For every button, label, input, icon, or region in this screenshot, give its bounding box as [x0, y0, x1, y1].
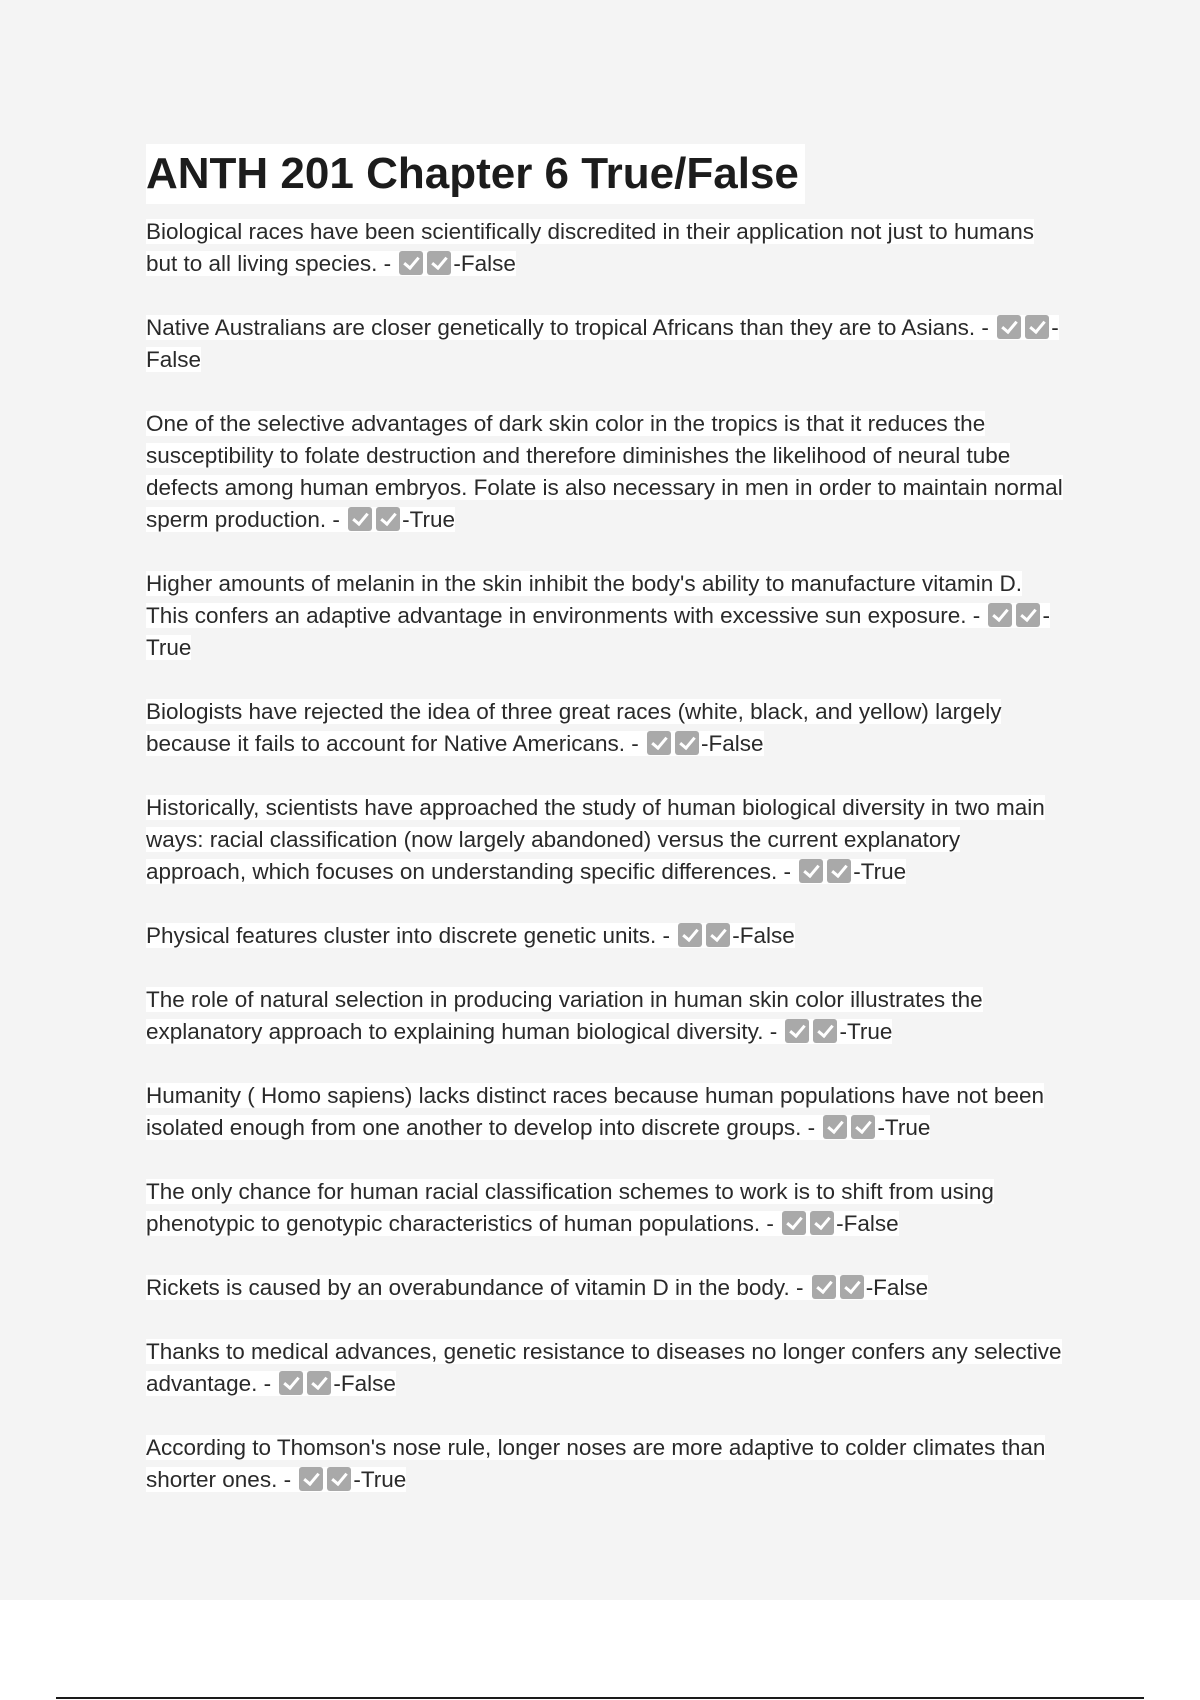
answer-text: -True — [877, 1115, 931, 1140]
check-mark-icon — [327, 1467, 351, 1491]
question-item — [146, 1272, 1066, 1304]
check-mark-icon — [997, 315, 1021, 339]
question-text: The role of natural selection in producing variation in human skin color illustrates the explanatory approach to explaining human biological diversity. - — [146, 987, 983, 1044]
check-mark-icon — [299, 1467, 323, 1491]
check-mark-icon — [799, 859, 823, 883]
check-mark-icon — [279, 1371, 303, 1395]
answer-text: -False — [700, 731, 764, 756]
check-mark-icon — [851, 1115, 875, 1139]
question-item — [146, 792, 1066, 888]
question-text: Rickets is caused by an overabundance of vitamin D in the body. - — [146, 1275, 810, 1300]
question-item — [146, 312, 1066, 376]
answer-text: -False — [333, 1371, 396, 1396]
answer-text: -False — [732, 923, 795, 948]
question-text: The only chance for human racial classification schemes to work is to shift from using phenotypic to genotypic characteristics of human populations. - — [146, 1179, 994, 1236]
question-item — [146, 696, 1066, 760]
answer-text: -True — [402, 507, 456, 532]
question-text: Humanity ( Homo sapiens) lacks distinct races because human populations have not been isolated enough from one another to develop into discrete groups. - — [146, 1083, 1044, 1140]
check-mark-icon — [1025, 315, 1049, 339]
answer-text: -True — [853, 859, 907, 884]
check-mark-icon — [706, 923, 730, 947]
answer-text: -True — [146, 603, 1050, 660]
check-mark-icon — [376, 507, 400, 531]
question-text: Historically, scientists have approached the study of human biological diversity in two main ways: racial classification (now largely abandoned) versus the current explanatory approach, which focuses on understanding specific differences. - — [146, 795, 1045, 884]
check-mark-icon — [647, 731, 671, 755]
check-mark-icon — [813, 1019, 837, 1043]
answer-text: -False — [146, 315, 1059, 372]
question-text: Physical features cluster into discrete genetic units. - — [146, 923, 677, 948]
question-text: One of the selective advantages of dark skin color in the tropics is that it reduces the susceptibility to folate destruction and therefore diminishes the likelihood of neural tube defects among human embryos. Folate is also necessary in men in order to maintain normal sperm production. - — [146, 411, 1063, 532]
check-mark-icon — [827, 859, 851, 883]
question-list — [146, 216, 1066, 1496]
answer-text: -False — [453, 251, 516, 276]
document-content — [146, 144, 1066, 1528]
check-mark-icon — [812, 1275, 836, 1299]
check-mark-icon — [399, 251, 423, 275]
answer-text: -False — [865, 1275, 929, 1300]
question-item — [146, 1336, 1066, 1400]
answer-text: -True — [353, 1467, 407, 1492]
question-item — [146, 920, 1066, 952]
check-mark-icon — [307, 1371, 331, 1395]
check-mark-icon — [427, 251, 451, 275]
question-item — [146, 1080, 1066, 1144]
question-item — [146, 1432, 1066, 1496]
question-text: Higher amounts of melanin in the skin inhibit the body's ability to manufacture vitamin D. This confers an adaptive advantage in environments with excessive sun exposure. - — [146, 571, 1022, 628]
question-text: Native Australians are closer genetically to tropical Africans than they are to Asians. - — [146, 315, 996, 340]
question-text: Biological races have been scientifically discredited in their application not just to humans but to all living species. - — [146, 219, 1034, 276]
check-mark-icon — [782, 1211, 806, 1235]
check-mark-icon — [675, 731, 699, 755]
answer-text: -False — [836, 1211, 899, 1236]
bottom-divider — [56, 1697, 1144, 1699]
check-mark-icon — [348, 507, 372, 531]
question-item — [146, 1176, 1066, 1240]
check-mark-icon — [840, 1275, 864, 1299]
question-text: Biologists have rejected the idea of three great races (white, black, and yellow) largely because it fails to account for Native Americans. - — [146, 699, 1002, 756]
check-mark-icon — [823, 1115, 847, 1139]
check-mark-icon — [678, 923, 702, 947]
document-title: ANTH 201 Chapter 6 True/False — [146, 144, 805, 204]
check-mark-icon — [785, 1019, 809, 1043]
question-text: Thanks to medical advances, genetic resistance to diseases no longer confers any selective advantage. - — [146, 1339, 1062, 1396]
check-mark-icon — [810, 1211, 834, 1235]
question-text: According to Thomson's nose rule, longer noses are more adaptive to colder climates than shorter ones. - — [146, 1435, 1046, 1492]
check-mark-icon — [988, 603, 1012, 627]
check-mark-icon — [1016, 603, 1040, 627]
question-item — [146, 568, 1066, 664]
answer-text: -True — [839, 1019, 893, 1044]
question-item — [146, 216, 1066, 280]
question-item — [146, 984, 1066, 1048]
question-item — [146, 408, 1066, 536]
